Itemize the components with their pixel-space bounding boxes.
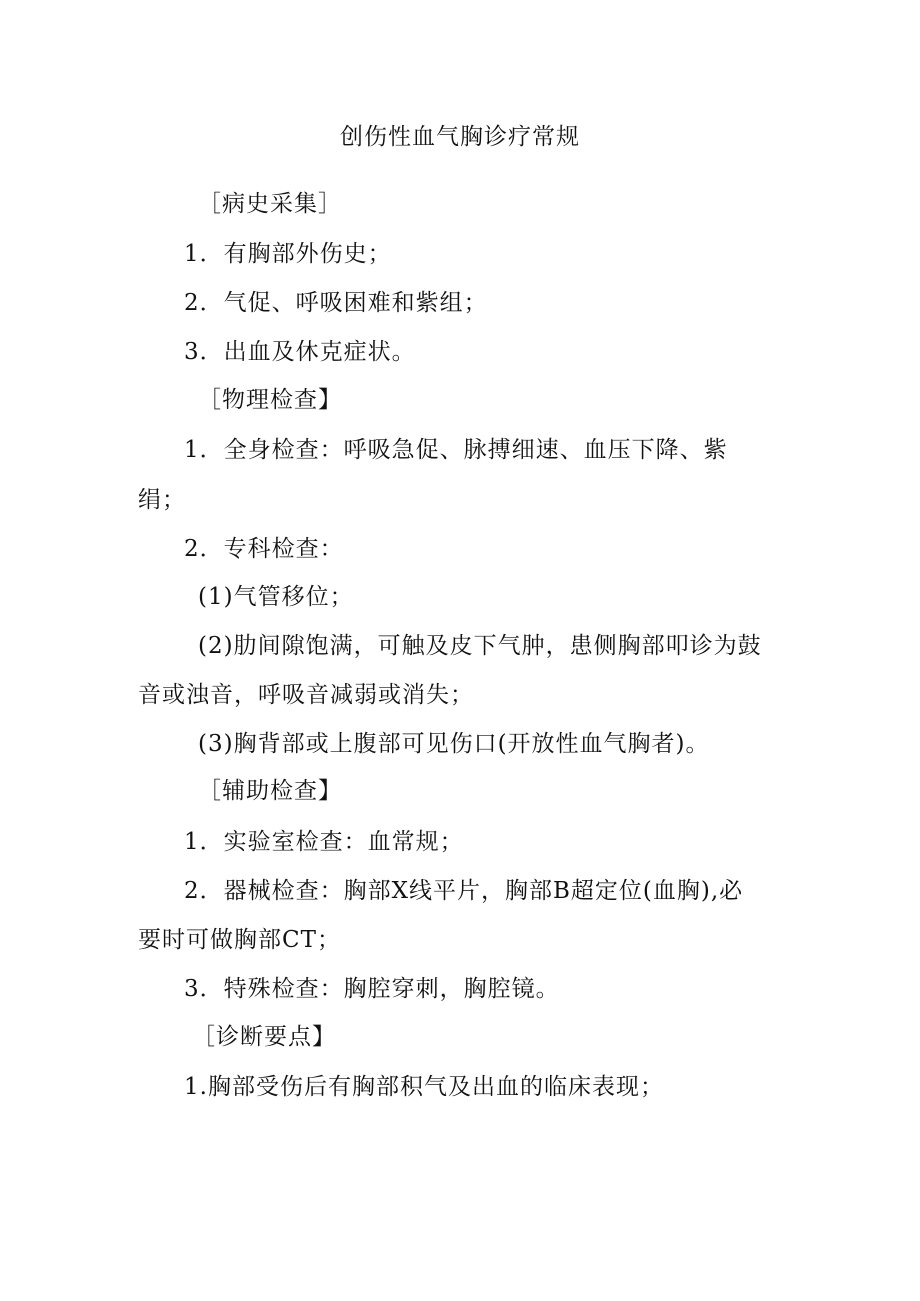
physical-exam-subitem-2: (2)肋间隙饱满，可触及皮下气肿，患侧胸部叩诊为鼓 <box>198 633 762 659</box>
history-item-3: 3．出血及休克症状。 <box>184 339 416 365</box>
history-item-1: 1．有胸部外伤史； <box>184 241 392 267</box>
auxiliary-exam-item-2: 2．器械检查：胸部X线平片，胸部B超定位(血胸),必 <box>184 878 744 904</box>
section-heading-physical-exam: ［物理检查】 <box>198 387 342 413</box>
auxiliary-exam-item-2-continued: 要时可做胸部CT； <box>138 927 341 953</box>
physical-exam-item-1: 1．全身检查：呼吸急促、脉搏细速、血压下降、紫 <box>184 437 728 463</box>
document-title: 创伤性血气胸诊疗常规 <box>340 124 580 150</box>
section-heading-diagnosis: ［诊断要点】 <box>192 1024 336 1050</box>
auxiliary-exam-item-1: 1．实验室检查：血常规； <box>184 829 464 855</box>
physical-exam-item-2: 2．专科检查： <box>184 536 344 562</box>
physical-exam-subitem-3: (3)胸背部或上腹部可见伤口(开放性血气胸者)。 <box>198 731 710 757</box>
section-heading-history: ［病史采集］ <box>198 191 342 217</box>
physical-exam-subitem-1: (1)气管移位； <box>198 584 354 610</box>
auxiliary-exam-item-3: 3．特殊检查：胸腔穿刺，胸腔镜。 <box>184 976 560 1002</box>
diagnosis-item-1: 1.胸部受伤后有胸部积气及出血的临床表现； <box>184 1074 664 1100</box>
history-item-2: 2．气促、呼吸困难和紫组； <box>184 290 488 316</box>
physical-exam-subitem-2-continued: 音或浊音，呼吸音减弱或消失； <box>138 682 474 708</box>
physical-exam-item-1-continued: 绢； <box>138 487 186 513</box>
section-heading-auxiliary-exam: ［辅助检查】 <box>198 778 342 804</box>
